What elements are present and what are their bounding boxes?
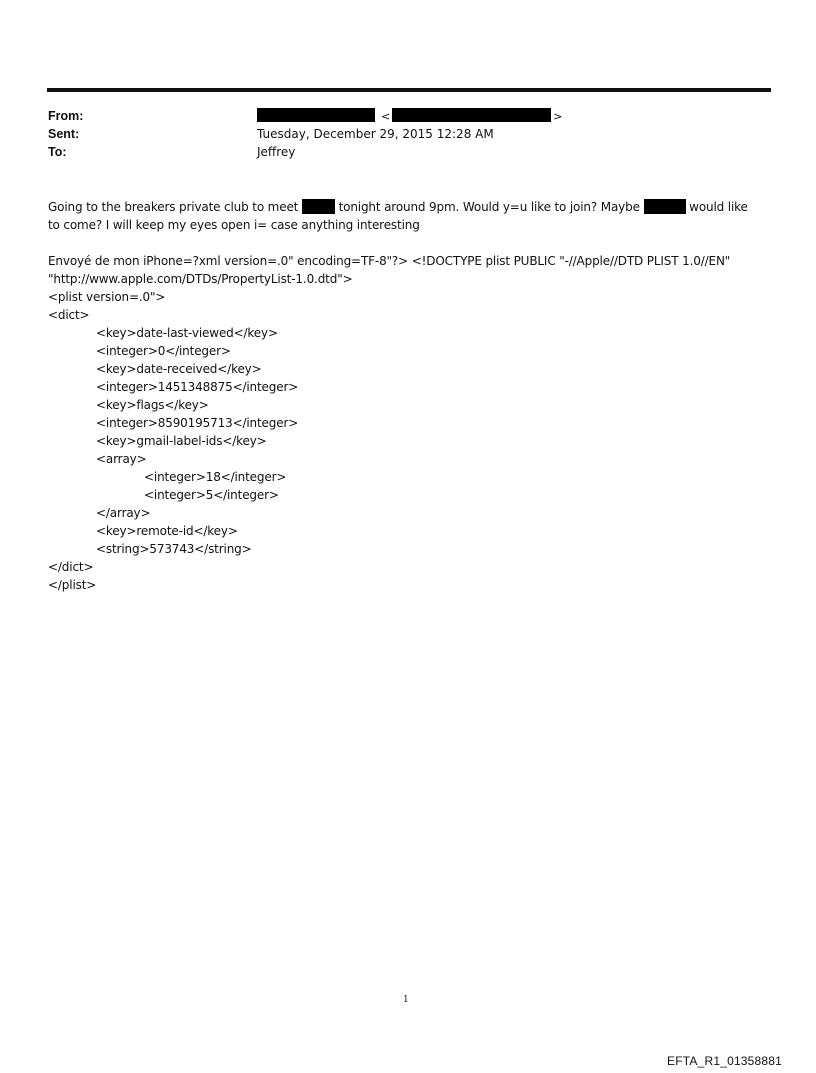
sent-label: Sent: (48, 127, 80, 141)
plist-line: <string>573743</string> (96, 542, 252, 556)
plist-line: <integer>18</integer> (144, 470, 287, 484)
message-line-1-part-c: would like (685, 200, 748, 214)
plist-line: <key>gmail-label-ids</key> (96, 434, 267, 448)
plist-line: </dict> (48, 560, 94, 574)
plist-line: <key>flags</key> (96, 398, 209, 412)
plist-line: <integer>5</integer> (144, 488, 279, 502)
signature-line-1: Envoyé de mon iPhone=?xml version=.0" encoding=TF-8"?> <!DOCTYPE plist PUBLIC "-//Apple//DTD PLIST 1.0//EN" (48, 254, 731, 268)
email-open-bracket: < (381, 110, 391, 123)
message-line-1 (48, 198, 778, 216)
plist-line: <integer>1451348875</integer> (96, 380, 299, 394)
redacted-sender-name (257, 108, 375, 122)
redacted-sender-email (392, 108, 551, 122)
message-line-1-part-a: Going to the breakers private club to meet (48, 200, 302, 214)
from-label: From: (48, 109, 84, 123)
redacted-name-1 (302, 199, 335, 214)
plist-line: <plist version=.0"> (48, 290, 166, 304)
header-divider (47, 88, 771, 92)
message-line-2: to come? I will keep my eyes open i= case anything interesting (48, 218, 420, 232)
plist-line: <integer>0</integer> (96, 344, 231, 358)
plist-line: </plist> (48, 578, 97, 592)
page-number: 1 (403, 995, 409, 1005)
message-line-1-part-b: tonight around 9pm. Would y=u like to join? Maybe (334, 200, 644, 214)
document-id: EFTA_R1_01358881 (667, 1054, 783, 1068)
signature-line-2: "http://www.apple.com/DTDs/PropertyList-1.0.dtd"> (48, 272, 353, 286)
to-value: Jeffrey (257, 145, 296, 159)
plist-line: <key>date-received</key> (96, 362, 262, 376)
email-close-bracket: > (553, 110, 563, 123)
sent-value: Tuesday, December 29, 2015 12:28 AM (257, 127, 494, 141)
plist-line: <key>date-last-viewed</key> (96, 326, 278, 340)
from-value (257, 107, 562, 126)
redacted-name-2 (644, 199, 686, 214)
plist-line: <dict> (48, 308, 90, 322)
to-label: To: (48, 145, 67, 159)
plist-line: </array> (96, 506, 151, 520)
plist-line: <array> (96, 452, 147, 466)
plist-line: <integer>8590195713</integer> (96, 416, 299, 430)
plist-line: <key>remote-id</key> (96, 524, 238, 538)
